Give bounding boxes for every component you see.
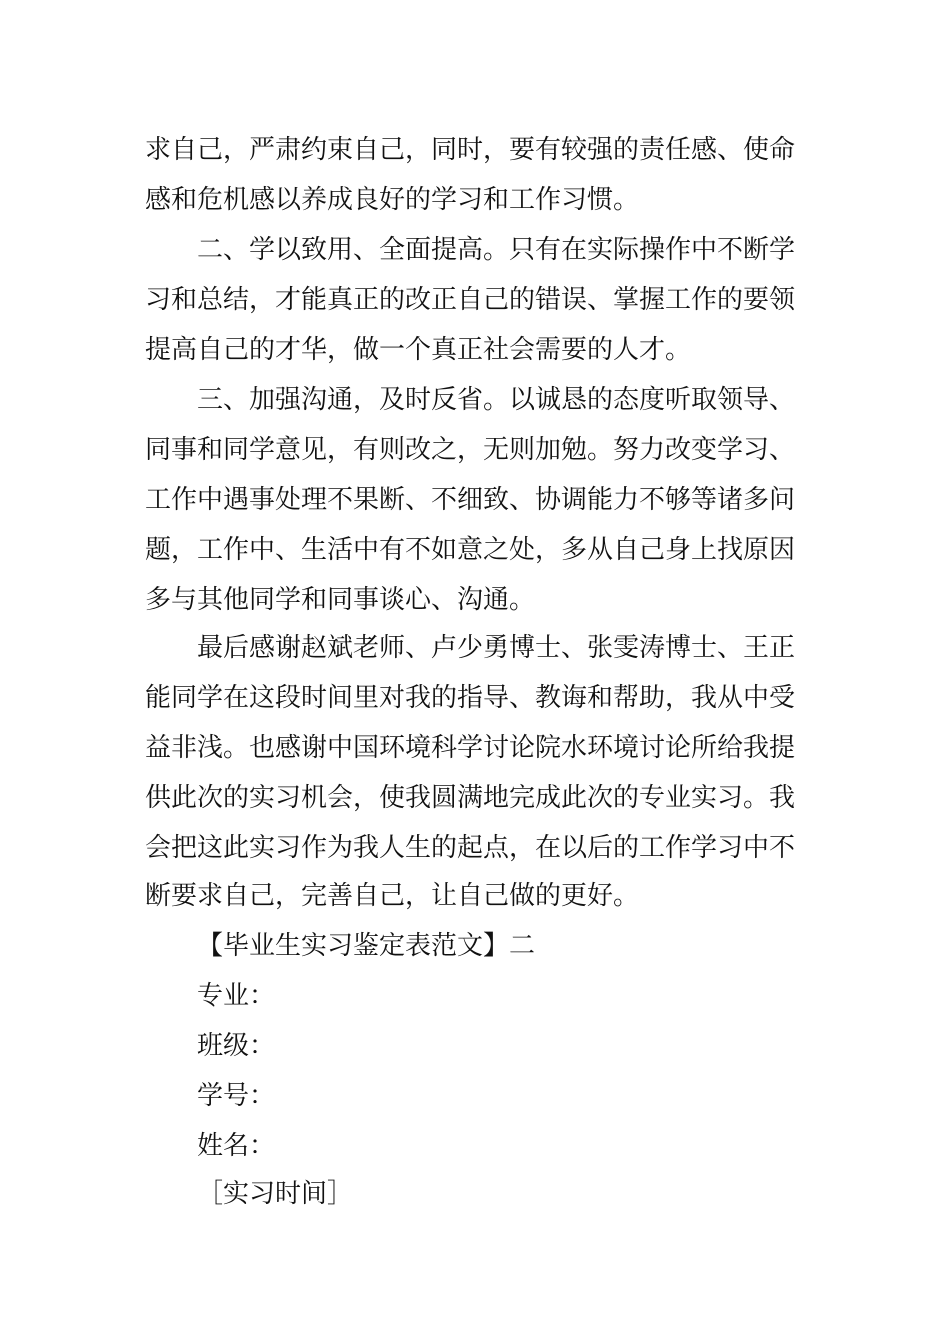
internship-time-label: ［实习时间］ bbox=[197, 1179, 354, 1209]
paragraph-line: 多与其他同学和同事谈心、沟通。 bbox=[145, 585, 536, 615]
paragraph-line: 求自己，严肃约束自己，同时，要有较强的责任感、使命 bbox=[145, 135, 796, 165]
paragraph-line: 习和总结，才能真正的改正自己的错误、掌握工作的要领 bbox=[145, 285, 796, 315]
paragraph-line: 会把这此实习作为我人生的起点，在以后的工作学习中不 bbox=[145, 833, 796, 863]
paragraph-line: 三、加强沟通，及时反省。以诚恳的态度听取领导、 bbox=[197, 385, 796, 415]
major-field-label: 专业： bbox=[197, 981, 276, 1011]
paragraph-line: 最后感谢赵斌老师、卢少勇博士、张雯涛博士、王正 bbox=[197, 633, 796, 663]
paragraph-line: 提高自己的才华，做一个真正社会需要的人才。 bbox=[145, 335, 692, 365]
paragraph-line: 能同学在这段时间里对我的指导、教诲和帮助，我从中受 bbox=[145, 683, 796, 713]
paragraph-line: 感和危机感以养成良好的学习和工作习惯。 bbox=[145, 185, 640, 215]
paragraph-line: 二、学以致用、全面提高。只有在实际操作中不断学 bbox=[197, 235, 796, 265]
section-heading: 【毕业生实习鉴定表范文】二 bbox=[197, 931, 536, 961]
paragraph-line: 断要求自己，完善自己，让自己做的更好。 bbox=[145, 881, 640, 911]
class-field-label: 班级： bbox=[197, 1031, 276, 1061]
student-id-field-label: 学号： bbox=[197, 1081, 276, 1111]
paragraph-line: 同事和同学意见，有则改之，无则加勉。努力改变学习、 bbox=[145, 435, 796, 465]
paragraph-line: 供此次的实习机会，使我圆满地完成此次的专业实习。我 bbox=[145, 783, 796, 813]
paragraph-line: 题，工作中、生活中有不如意之处，多从自己身上找原因 bbox=[145, 535, 796, 565]
name-field-label: 姓名： bbox=[197, 1131, 276, 1161]
paragraph-line: 益非浅。也感谢中国环境科学讨论院水环境讨论所给我提 bbox=[145, 733, 796, 763]
paragraph-line: 工作中遇事处理不果断、不细致、协调能力不够等诸多问 bbox=[145, 485, 796, 515]
